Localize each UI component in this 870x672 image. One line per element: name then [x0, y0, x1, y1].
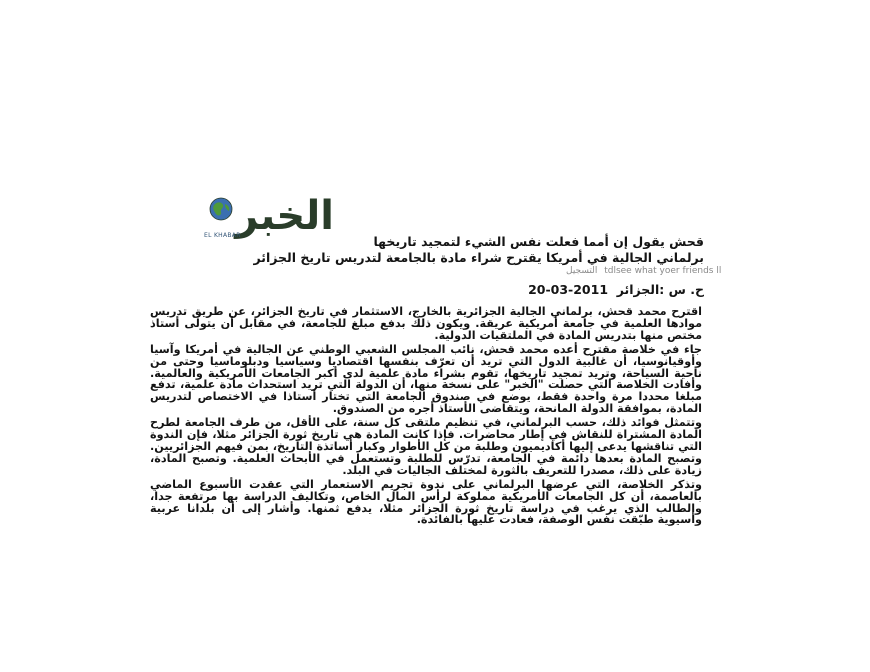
- headline-line-1: قحش يقول إن أمما فعلت نفس الشيء لتمجيد تاريخها: [373, 234, 704, 249]
- headline-line-2: برلماني الجالية في أمريكا يقترح شراء مادة بالجامعة لتدريس تاريخ الجزائر: [253, 250, 704, 265]
- meta-tag: التسجيل: [566, 266, 598, 276]
- article-place: الجزائر: [616, 282, 660, 297]
- logo-wordmark: الخبر: [235, 193, 334, 239]
- meta-faded-text: tdlsee what yoer friends ll: [604, 266, 722, 276]
- logo-subtitle: EL KHABAR: [204, 232, 241, 239]
- globe-icon: [208, 196, 234, 222]
- article-date: 20-03-2011: [528, 282, 609, 297]
- article-paragraph: وتذكر الخلاصة، التي عرضها البرلماني على ندوة تجريم الاستعمار التي عقدت الأسبوع الماضي بالعاصمة، أن كل الجامعات الأمريكية مملوكة لرأس المال الخاص، وتكاليف الدراسة بها مرتفعة جدا، والطالب الذي يرغب في دراسة تاريخ ثورة الجزائر مثلا، يدفع ثمنها. وأشار إلى أن بلدانا عربية وأسيوية طبّقت نفس الوصفة، فعادت عليها بالفائدة.: [150, 477, 702, 527]
- article-paragraph: اقترح محمد قحش، برلماني الجالية الجزائرية بالخارج، الاستثمار في تاريخ الجزائر، عن طريق تدريس موادها العلمية في جامعة أمريكية عريقة. ويكون ذلك بدفع مبلغ للجامعة، في مقابل أن يتولى أستاذ مختص منها بتدريس المادة في الملتقيات الدولية.: [150, 305, 702, 342]
- article-body: [150, 306, 702, 528]
- faded-meta-line: [566, 266, 722, 280]
- article-paragraph: وتتمثل فوائد ذلك، حسب البرلماني، في تنظيم ملتقى كل سنة، على الأقل، من طرف الجامعة لطرح المادة المشتراة للنقاش في إطار محاضرات. فإذا كانت المادة هي تاريخ ثورة الجزائر مثلا، فإن الندوة التي تناقشها يدعى إليها أكاديميون وطلبة من كل الأطوار وكبار أساتذة التاريخ، بمن فيهم الجزائريين. وتصبح المادة بعدها دائمة في الجامعة، تدرّس للطلبة وتستعمل في الأبحاث العلمية. وتصبح المادة، زيادة على ذلك، مصدرا للتعريف بالثورة لمختلف الجاليات في البلد.: [150, 416, 702, 477]
- dateline: 20-03-2011 الجزائر: ح. س: [528, 282, 704, 297]
- article-author: ح. س: [668, 282, 704, 297]
- article-paragraph: جاء في خلاصة مقترح أعده محمد قحش، نائب المجلس الشعبي الوطني عن الجالية في أمريكا وآسيا وأوقيانوسيا، أن غالبية الدول التي تريد أن تعرّف بنفسها اقتصاديا وسياسيا ودبلوماسيا وحتى من ناحية السياحة، وتريد تمجيد تاريخها، تقوم بشراء مادة علمية لدى أكبر الجامعات الأمريكية والعالمية. وأفادت الخلاصة التي حصلت "الخبر" على نسخة منها، أن الدولة التي تريد استحداث مادة علمية، تدفع مبلغا محددا مرة واحدة فقط، يوضع في صندوق الجامعة التي تختار أستاذا في الاختصاص لتدريس المادة، بموافقة الدولة المانحة، ويتقاضى الأستاذ أجره من الصندوق.: [150, 342, 702, 416]
- headline: [253, 234, 704, 266]
